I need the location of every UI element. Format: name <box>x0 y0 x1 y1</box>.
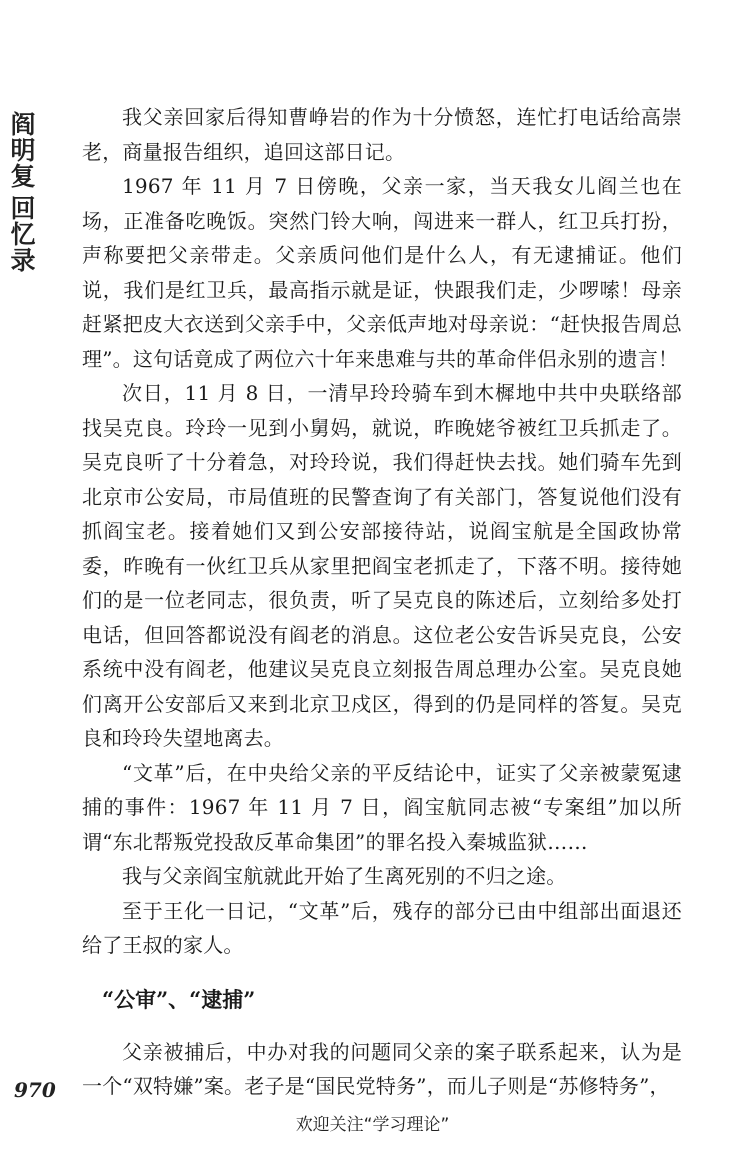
section-heading: “公审”、“逮捕” <box>102 986 256 1012</box>
paragraph: 至于王化一日记，“文革”后，残存的部分已由中组部出面退还给了王叔的家人。 <box>82 898 682 957</box>
book-side-title <box>8 112 38 274</box>
footer-text: 欢迎关注“学习理论” <box>295 1115 450 1135</box>
paragraph: 1967 年 11 月 7 日傍晚，父亲一家，当天我女儿阎兰也在场，正准备吃晚饭。突然门铃大响，闯进来一群人，红卫兵打扮，声称要把父亲带走。父亲质问他们是什么人，有无逮捕证。他们说，我们是红卫兵，最高指示就是证，快跟我们走，少啰嗦！母亲赶紧把皮大衣送到父亲手中，父亲低声地对母亲说：“赶快报告周总理”。这句话竟成了两位六十年来患难与共的革命伴侣永别的遗言！ <box>82 174 682 371</box>
paragraph: “文革”后，在中央给父亲的平反结论中，证实了父亲被蒙冤逮捕的事件：1967 年 11 月 7 日，阎宝航同志被“专案组”加以所谓“东北帮叛党投敌反革命集团”的罪名投入秦城监狱…… <box>82 760 682 854</box>
paragraph: 父亲被捕后，中办对我的问题同父亲的案子联系起来，认为是一个“双特嫌”案。老子是“国民党特务”，而儿子则是“苏修特务”， <box>82 1039 682 1098</box>
paragraph: 我与父亲阎宝航就此开始了生离死别的不归之途。 <box>122 864 567 888</box>
side-title-name: 阎明复 <box>10 110 36 191</box>
paragraph: 我父亲回家后得知曹峥岩的作为十分愤怒，连忙打电话给高崇老，商量报告组织，追回这部日记。 <box>82 105 682 164</box>
side-title-sub: 回忆录 <box>10 194 36 275</box>
paragraph: 次日，11 月 8 日，一清早玲玲骑车到木樨地中共中央联络部找吴克良。玲玲一见到小舅妈，就说，昨晚姥爷被红卫兵抓走了。吴克良听了十分着急，对玲玲说，我们得赶快去找。她们骑车先到北京市公安局，市局值班的民警查询了有关部门，答复说他们没有抓阎宝老。接着她们又到公安部接待站，说阎宝航是全国政协常委，昨晚有一伙红卫兵从家里把阎宝老抓走了，下落不明。接待她们的是一位老同志，很负责，听了吴克良的陈述后，立刻给多处打电话，但回答都说没有阎老的消息。这位老公安告诉吴克良，公安系统中没有阎老，他建议吴克良立刻报告周总理办公室。吴克良她们离开公安部后又来到北京卫戍区，得到的仍是同样的答复。吴克良和玲玲失望地离去。 <box>82 381 682 750</box>
page-content <box>82 100 682 1104</box>
page-number: 970 <box>14 1078 56 1102</box>
